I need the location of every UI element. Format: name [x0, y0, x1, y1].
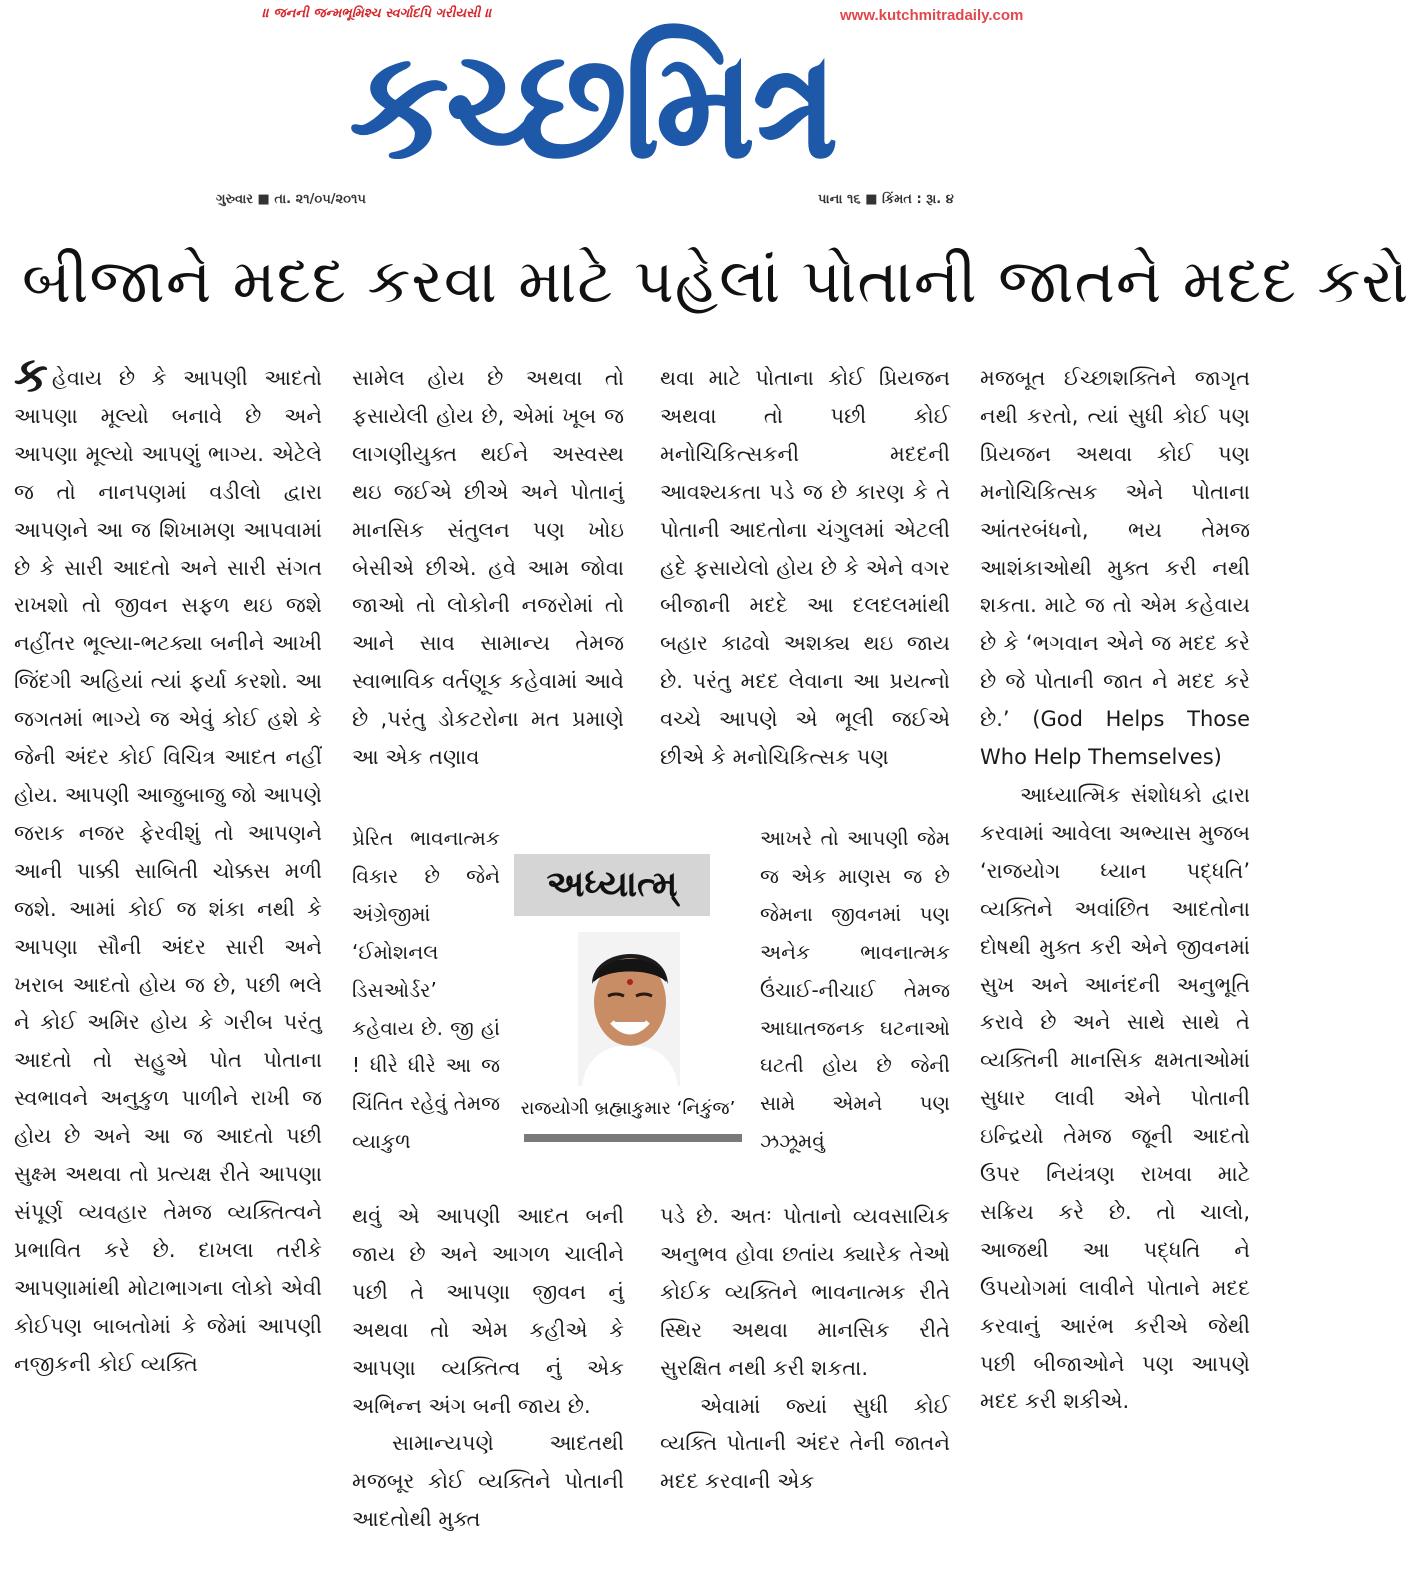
author-portrait: [578, 932, 680, 1086]
article-column-3-mid: [760, 820, 950, 1200]
column-1-text: હેવાય છે કે આપણી આદતો આપણા મૂલ્યો બનાવે છે અને આપણા મૂલ્યો આપણું ભાગ્ય. એટેલે જ તો નાનપણમાં વડીલો દ્વારા આપણને આ જ શિખામણ આપવામાં છે કે સારી આદતો અને સારી સંગત રાખશો તો જીવન સફળ થઇ જશે નહીંતર ભૂલ્યા-ભટક્યા બનીને આખી જિંદગી અહિયાં ત્યાં ફર્યા કરશો. આ જગતમાં ભાગ્યે જ એવું કોઈ હશે કે જેની અંદર કોઈ વિચિત્ર આદત નહીં હોય. આપણી આજુબાજુ જો આપણે જરાક નજર ફેરવીશું તો આપણને આની પાક્કી સાબિતી ચોક્કસ મળી જશે. આમાં કોઈ જ શંકા નથી કે આપણા સૌની અંદર સારી અને ખરાબ આદતો હોય જ છે, પછી ભલે ને કોઈ અમિર હોય કે ગરીબ પરંતુ આદતો તો સહુએ પોત પોતાના સ્વભાવને અનુકુળ પાળીને રાખી જ હોય છે અને આ જ આદતો પછી સુક્ષ્મ અથવા તો પ્રત્યક્ષ રીતે આપણા સંપૂર્ણ વ્યવહાર તેમજ વ્યક્તિત્વને પ્રભાવિત કરે છે. દાખલા તરીકે આપણામાંથી મોટાભાગના લોકો એવી કોઈપણ બાબતોમાં કે જેમાં આપણી નજીકની કોઈ વ્યક્તિ: [14, 366, 322, 1376]
article-column-4: [980, 360, 1250, 1574]
article-column-2-bottom: [352, 1198, 624, 1574]
column-2-bottom-text-2: સામાન્યપણે આદતથી મજબૂર કોઈ વ્યક્તિને પોતાની આદતોથી મુક્ત: [352, 1431, 624, 1532]
author-box: [512, 852, 744, 1168]
article-column-2-mid: [352, 820, 500, 1200]
column-3-top-text: થવા માટે પોતાના કોઈ પ્રિયજન અથવા તો પછી કોઈ મનોચિકિત્સકની મદદની આવશ્યકતા પડે જ છે કારણ કે તે પોતાની આદતોના ચંગુલમાં એટલી હદે ફસાયેલો હોય છે કે એને વગર બીજાની મદદે આ દલદલમાંથી બહાર કાઢવો અશક્ય થઇ જાય છે. પરંતુ મદદ લેવાના આ પ્રયત્નો વચ્ચે આપણે એ ભૂલી જઈએ છીએ કે મનોચિકિત્સક પણ: [660, 366, 950, 770]
byline-divider: [524, 1134, 742, 1142]
column-2-mid-text: પ્રેરિત ભાવનાત્મક વિકાર છે જેને અંગ્રેજીમાં ‘ઈમોશનલ ડિસઓર્ડર’ કહેવાય છે. જી હાં ! ધીરે ધીરે આ જ ચિંતિત રહેવું તેમજ વ્યાકુળ: [352, 826, 500, 1154]
article-column-1: [14, 347, 322, 1574]
column-3-bottom-text-2: એવામાં જ્યાં સુધી કોઈ વ્યક્તિ પોતાની અંદર તેની જાતને મદદ કરવાની એક: [660, 1393, 950, 1494]
article-column-3-top: [660, 360, 950, 820]
dropcap: ક: [14, 347, 48, 403]
portrait-tilak: [627, 979, 633, 985]
masthead-logo: [222, 18, 962, 193]
column-4-text: મજબૂત ઈચ્છાશક્તિને જાગૃત નથી કરતો, ત્યાં સુધી કોઈ પણ પ્રિયજન અથવા કોઈ પણ મનોચિકિત્સક એને પોતાના આંતરબંધનો, ભય તેમજ આશંકાઓથી મુક્ત કરી નથી શકતા. માટે જ તો એમ કહેવાય છે કે ‘ભગવાન એને જ મદદ કરે છે જે પોતાની જાત ને મદદ કરે છે.’ (God Helps Those Who Help Themselves): [980, 366, 1250, 770]
column-2-bottom-text: થવું એ આપણી આદત બની જાય છે અને આગળ ચાલીને પછી તે આપણા જીવન નું અથવા તો એમ કહીએ કે આપણા વ્યક્તિત્વ નું એક અભિન્ન અંગ બની જાય છે.: [352, 1204, 624, 1418]
article-column-2-top: [352, 360, 624, 820]
article-column-3-bottom: [660, 1198, 950, 1574]
masthead-motto: ॥ જનની જન્મભૂમિશ્ચ સ્વર્ગાદપિ ગરીયસી ॥: [262, 6, 492, 21]
column-4-text-2: આધ્યાત્મિક સંશોધકો દ્વારા કરવામાં આવેલા અભ્યાસ મુજબ ‘રાજયોગ ધ્યાન પદ્ધતિ’ વ્યક્તિને અવાંછિત આદતોના દોષથી મુક્ત કરી એને જીવનમાં સુખ અને આનંદની અનુભૂતિ કરાવે છે અને સાથે સાથે તે વ્યક્તિની માનસિક ક્ષમતાઓમાં સુધાર લાવી એને પોતાની ઇન્દ્રિયો તેમજ જૂની આદતો ઉપર નિયંત્રણ રાખવા માટે સક્રિય કરે છે. તો ચાલો, આજથી આ પદ્ધતિ ને ઉપયોગમાં લાવીને પોતાને મદદ કરવાનું આરંભ કરીએ જેથી પછી બીજાઓને પણ આપણે મદદ કરી શકીએ.: [980, 782, 1250, 1414]
column-2-top-text: સામેલ હોય છે અથવા તો ફસાયેલી હોય છે, એમાં ખૂબ જ લાગણીયુક્ત થઈને અસ્વસ્થ થઇ જઈએ છીએ અને પોતાનું માનસિક સંતુલન પણ ખોઇ બેસીએ છીએ. હવે આમ જોવા જાઓ તો લોકોની નજરોમાં તો આને સાવ સામાન્ય તેમજ સ્વાભાવિક વર્તણૂક કહેવામાં આવે છે ,પરંતુ ડોકટરોના મત પ્રમાણે આ એક તણાવ: [352, 366, 624, 770]
author-byline: રાજયોગી બ્રહ્માકુમાર ‘નિકુંજ’: [520, 1098, 736, 1119]
website-url[interactable]: www.kutchmitradaily.com: [840, 7, 1024, 24]
edition-date: ગુરુવાર ■ તા. ૨૧/૦૫/૨૦૧૫: [216, 192, 366, 207]
masthead-title: કચ્છમિત્ર: [349, 18, 835, 193]
column-3-mid-text: આખરે તો આપણી જેમ જ એક માણસ જ છે જેમના જીવનમાં પણ અનેક ભાવનાત્મક ઉંચાઈ-નીચાઈ તેમજ આઘાતજનક ઘટનાઓ ઘટતી હોય છે જેની સામે એમને પણ ઝઝૂમવું: [760, 826, 950, 1154]
edition-pages-price: પાના ૧૬ ■ કિંમત : રૂા. ૪: [818, 192, 954, 207]
section-label: અધ્યાત્મ્: [514, 854, 710, 916]
article-headline: બીજાને મદદ કરવા માટે પહેલાં પોતાની જાતને મદદ કરો: [22, 246, 1409, 317]
column-3-bottom-text: પડે છે. અતઃ પોતાનો વ્યવસાયિક અનુભવ હોવા છતાંય ક્યારેક તેઓ કોઈક વ્યક્તિને ભાવનાત્મક રીતે સ્થિર અથવા માનસિક રીતે સુરક્ષિત નથી કરી શકતા.: [660, 1204, 950, 1380]
